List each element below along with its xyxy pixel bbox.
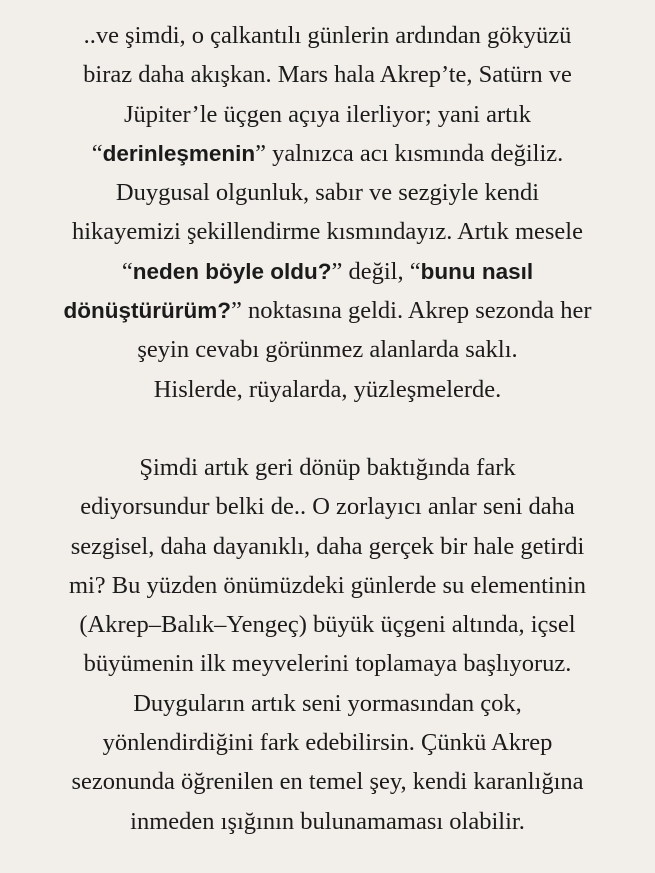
text-line: [0, 252, 655, 291]
text-line: yönlendirdiğini fark edebilirsin. Çünkü Akrep: [102, 729, 553, 757]
text-line: [0, 291, 655, 330]
text-line: sezgisel, daha dayanıklı, daha gerçek bir hale getirdi: [70, 532, 585, 560]
emphasis-phrase: neden böyle oldu?: [132, 258, 332, 284]
emphasis-phrase: dönüştürürüm?: [63, 298, 231, 324]
text-line: Jüpiter’le üçgen açıya ilerliyor; yani artık: [123, 100, 532, 128]
emphasis-phrase: derinleşmenin: [102, 140, 256, 166]
quote-mark: “: [121, 257, 133, 285]
text-line: ..ve şimdi, o çalkantılı günlerin ardından gökyüzü: [83, 22, 572, 49]
text-line: büyümenin ilk meyvelerini toplamaya başlıyoruz.: [83, 650, 572, 678]
text-line: Duygusal olgunluk, sabır ve sezgiyle kendi: [115, 179, 540, 207]
text-line: [0, 134, 655, 173]
text-fragment: ” değil, “: [331, 257, 421, 285]
paragraph-reflection: [0, 448, 655, 841]
text-fragment: ” noktasına geldi. Akrep sezonda her: [230, 297, 592, 325]
text-line: sezonunda öğrenilen en temel şey, kendi karanlığına: [71, 768, 584, 796]
text-fragment: ” yalnızca acı kısmında değiliz.: [255, 139, 564, 167]
text-line: Hislerde, rüyalarda, yüzleşmelerde.: [153, 375, 502, 403]
text-line: ediyorsundur belki de.. O zorlayıcı anlar seni daha: [80, 493, 575, 521]
text-line: Şimdi artık geri dönüp baktığında fark: [139, 454, 516, 481]
text-line: Duyguların artık seni yormasından çok,: [133, 689, 522, 717]
text-line: (Akrep–Balık–Yengeç) büyük üçgeni altında, içsel: [79, 611, 576, 639]
text-line: mi? Bu yüzden önümüzdeki günlerde su elementinin: [68, 571, 587, 599]
emphasis-phrase: bunu nasıl: [420, 258, 534, 284]
paragraph-intro: [0, 16, 655, 409]
text-line: hikayemizi şekillendirme kısmındayız. Artık mesele: [72, 218, 583, 246]
text-line: inmeden ışığının bulunamaması olabilir.: [130, 807, 525, 835]
text-line: biraz daha akışkan. Mars hala Akrep’te, Satürn ve: [83, 61, 572, 89]
quote-mark: “: [91, 139, 103, 167]
text-line: şeyin cevabı görünmez alanlarda saklı.: [137, 336, 518, 364]
